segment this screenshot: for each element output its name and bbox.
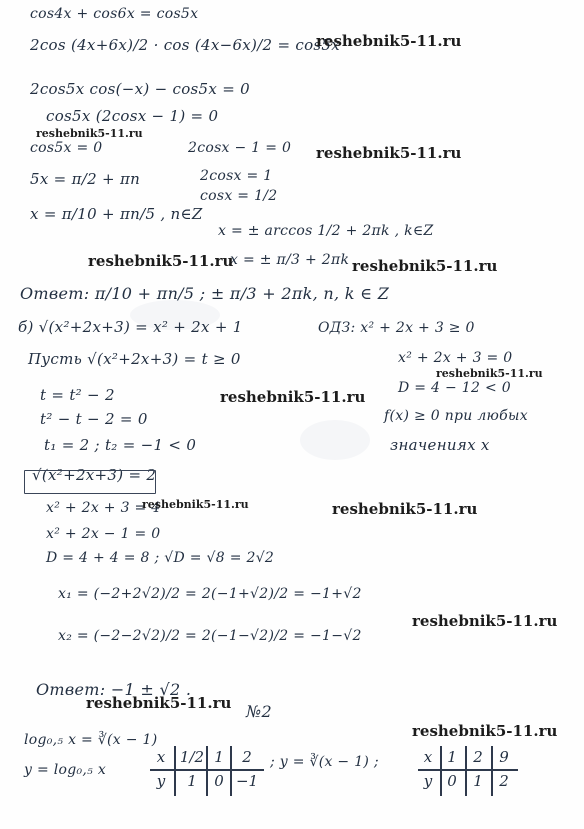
watermark: reshebnik5-11.ru (86, 694, 232, 712)
equation-line: Пусть √(x²+2x+3) = t ≥ 0 (28, 350, 241, 368)
equation-line: log₀,₅ x = ∛(x − 1) (24, 732, 158, 748)
watermark: reshebnik5-11.ru (352, 257, 498, 275)
table-cell: 1/2 (179, 748, 205, 766)
table-cell: x (423, 748, 433, 766)
watermark: reshebnik5-11.ru (332, 500, 478, 518)
paper-smudge (300, 420, 370, 460)
table-cell: 2 (473, 748, 483, 766)
equation-line: x₂ = (−2−2√2)/2 = 2(−1−√2)/2 = −1−√2 (58, 628, 362, 644)
watermark: reshebnik5-11.ru (316, 144, 462, 162)
table-cell: 1 (214, 748, 224, 766)
table-cell: −1 (235, 772, 259, 790)
equation-line: x = ± π/3 + 2πk (230, 252, 350, 268)
equation-line: значениях x (390, 436, 490, 454)
table-cell: 1 (447, 748, 457, 766)
watermark: reshebnik5-11.ru (142, 498, 249, 511)
table-divider (174, 746, 176, 796)
equation-line: x₁ = (−2+2√2)/2 = 2(−1+√2)/2 = −1+√2 (58, 586, 362, 602)
watermark: reshebnik5-11.ru (316, 32, 462, 50)
table-cell: 2 (242, 748, 252, 766)
equation-line: D = 4 − 12 < 0 (398, 380, 511, 396)
equation-line: 2cosx = 1 (200, 168, 273, 184)
table-cell: 0 (214, 772, 224, 790)
table-divider (230, 746, 232, 796)
table-cell: 1 (473, 772, 483, 790)
table-cell: y (156, 772, 166, 790)
table-cell: 0 (447, 772, 457, 790)
watermark: reshebnik5-11.ru (412, 612, 558, 630)
equation-line: cos4x + cos6x = cos5x (30, 6, 199, 22)
equation-line: 2cos (4x+6x)/2 · cos (4x−6x)/2 = cos5x (30, 36, 341, 54)
answer-line: Ответ: π/10 + πn/5 ; ± π/3 + 2πk, n, k ∈ Z (20, 284, 390, 303)
equation-line: t = t² − 2 (40, 386, 115, 404)
table-divider (206, 746, 208, 796)
watermark: reshebnik5-11.ru (36, 127, 143, 140)
equation-line: f(x) ≥ 0 при любых (384, 408, 528, 424)
equation-line: D = 4 + 4 = 8 ; √D = √8 = 2√2 (46, 550, 275, 566)
table-cell: x (156, 748, 166, 766)
table-divider (465, 746, 467, 796)
equation-line: x = π/10 + πn/5 , n∈Z (30, 205, 203, 223)
equation-line: ; y = ∛(x − 1) ; (270, 754, 379, 770)
table-cell: 2 (499, 772, 509, 790)
equation-line: t₁ = 2 ; t₂ = −1 < 0 (44, 436, 197, 454)
equation-line: б) √(x²+2x+3) = x² + 2x + 1 (18, 318, 243, 336)
equation-line: cos5x = 0 (30, 140, 103, 156)
answer-box (24, 470, 156, 494)
equation-line: √(x²+2x+3) = 2 (32, 466, 157, 484)
table-divider (491, 746, 493, 796)
watermark: reshebnik5-11.ru (88, 252, 234, 270)
equation-line: t² − t − 2 = 0 (40, 410, 148, 428)
answer-line: Ответ: −1 ± √2 . (36, 680, 192, 699)
equation-line: y = log₀,₅ x (24, 762, 107, 778)
equation-line: cosx = 1/2 (200, 188, 278, 204)
table-cell: 1 (187, 772, 197, 790)
equation-line: x² + 2x + 3 = 0 (398, 350, 513, 366)
table-cell: y (423, 772, 433, 790)
table-cell: 9 (499, 748, 509, 766)
equation-line: cos5x (2cosx − 1) = 0 (46, 107, 219, 125)
watermark: reshebnik5-11.ru (436, 367, 543, 380)
table-divider (440, 746, 442, 796)
table-divider (418, 769, 518, 771)
watermark: reshebnik5-11.ru (220, 388, 366, 406)
equation-line: x² + 2x − 1 = 0 (46, 526, 161, 542)
equation-line: x² + 2x + 3 = 4 (46, 500, 161, 516)
equation-line: 5x = π/2 + πn (30, 170, 141, 188)
equation-line: 2cos5x cos(−x) − cos5x = 0 (30, 80, 250, 98)
equation-line: ОДЗ: x² + 2x + 3 ≥ 0 (318, 320, 475, 336)
task-number: №2 (246, 702, 272, 721)
equation-line: x = ± arccos 1/2 + 2πk , k∈Z (218, 223, 434, 239)
watermark: reshebnik5-11.ru (412, 722, 558, 740)
equation-line: 2cosx − 1 = 0 (188, 140, 292, 156)
